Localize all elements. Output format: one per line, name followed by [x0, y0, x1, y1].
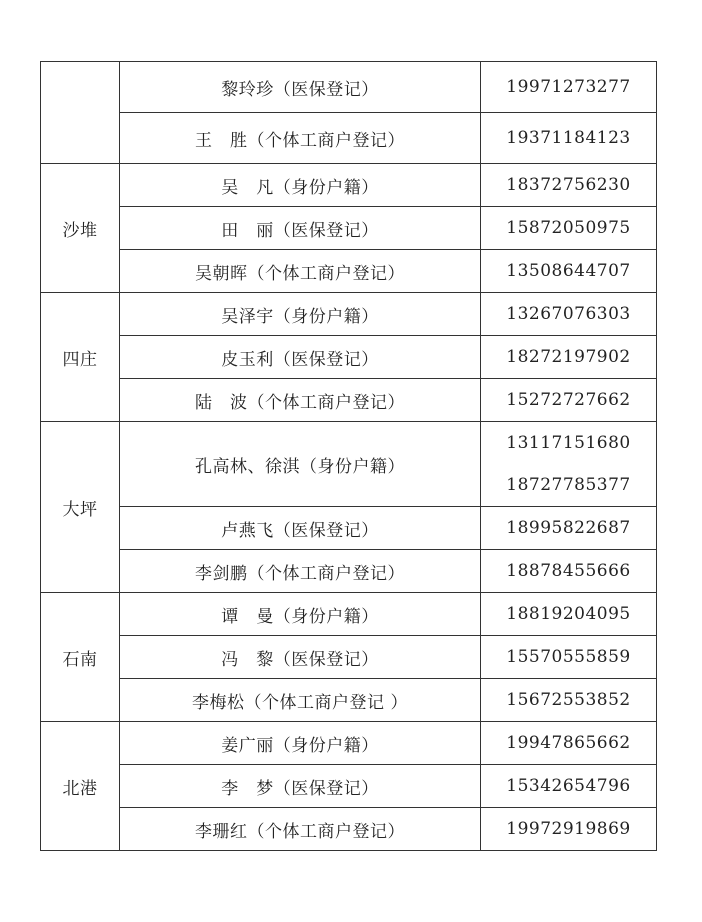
area-cell: 大坪 — [41, 422, 120, 593]
table-row — [41, 113, 657, 164]
area-cell — [41, 62, 120, 164]
contact-name-cell: 黎玲珍（医保登记） — [120, 62, 481, 113]
phone-cell: 13267076303 — [481, 293, 657, 336]
contact-name-cell: 吴泽宇（身份户籍） — [120, 293, 481, 336]
contact-name-cell: 李珊红（个体工商户登记） — [120, 808, 481, 851]
phone-cell: 19947865662 — [481, 722, 657, 765]
phone-cell: 13508644707 — [481, 250, 657, 293]
table-row — [41, 62, 657, 113]
contact-name-cell: 王 胜（个体工商户登记） — [120, 113, 481, 164]
table-row — [41, 379, 657, 422]
contact-name-cell: 田 丽（医保登记） — [120, 207, 481, 250]
table-row — [41, 250, 657, 293]
contact-name-cell: 李 梦（医保登记） — [120, 765, 481, 808]
contact-name-cell: 吴朝晖（个体工商户登记） — [120, 250, 481, 293]
phone-cell: 15342654796 — [481, 765, 657, 808]
phone-cell: 15872050975 — [481, 207, 657, 250]
contact-name-cell: 孔高林、徐淇（身份户籍） — [120, 422, 481, 507]
phone-cell: 18995822687 — [481, 507, 657, 550]
contact-name-cell: 皮玉利（医保登记） — [120, 336, 481, 379]
table-row — [41, 293, 657, 336]
table-row — [41, 550, 657, 593]
phone-cell: 19971273277 — [481, 62, 657, 113]
contact-table — [40, 61, 657, 851]
table-row — [41, 808, 657, 851]
phone-cell: 18372756230 — [481, 164, 657, 207]
contact-name-cell: 姜广丽（身份户籍） — [120, 722, 481, 765]
phone-number: 13117151680 — [506, 433, 631, 453]
table-row — [41, 422, 657, 507]
phone-cell: 15272727662 — [481, 379, 657, 422]
phone-cell: 19371184123 — [481, 113, 657, 164]
area-cell: 北港 — [41, 722, 120, 851]
table-row — [41, 593, 657, 636]
phone-cell: 18272197902 — [481, 336, 657, 379]
phone-cell — [481, 422, 657, 507]
table-row — [41, 164, 657, 207]
area-cell: 四庄 — [41, 293, 120, 422]
table-row — [41, 722, 657, 765]
phone-cell: 19972919869 — [481, 808, 657, 851]
phone-cell: 18819204095 — [481, 593, 657, 636]
area-cell: 沙堆 — [41, 164, 120, 293]
table-row — [41, 679, 657, 722]
table-row — [41, 765, 657, 808]
phone-cell: 15570555859 — [481, 636, 657, 679]
contact-name-cell: 吴 凡（身份户籍） — [120, 164, 481, 207]
contact-name-cell: 李梅松（个体工商户登记 ） — [120, 679, 481, 722]
table-row — [41, 207, 657, 250]
phone-cell: 18878455666 — [481, 550, 657, 593]
contact-name-cell: 卢燕飞（医保登记） — [120, 507, 481, 550]
phone-number: 18727785377 — [506, 475, 631, 495]
contact-name-cell: 冯 黎（医保登记） — [120, 636, 481, 679]
table-row — [41, 636, 657, 679]
table-row — [41, 507, 657, 550]
area-cell: 石南 — [41, 593, 120, 722]
table-row — [41, 336, 657, 379]
contact-name-cell: 陆 波（个体工商户登记） — [120, 379, 481, 422]
contact-name-cell: 李剑鹏（个体工商户登记） — [120, 550, 481, 593]
contact-name-cell: 谭 曼（身份户籍） — [120, 593, 481, 636]
phone-cell: 15672553852 — [481, 679, 657, 722]
contact-table-container — [40, 61, 657, 851]
